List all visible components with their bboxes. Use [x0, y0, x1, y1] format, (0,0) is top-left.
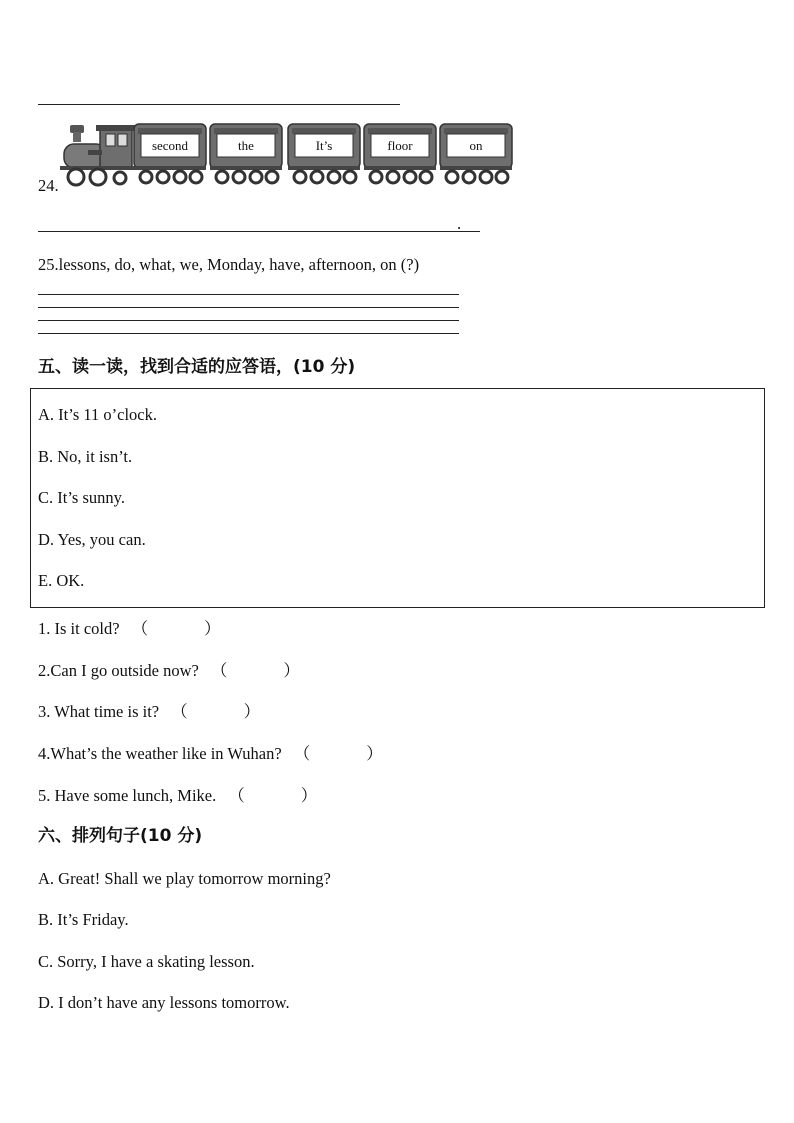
q24-end-period: .: [457, 214, 462, 233]
section5-heading: 五、读一读，找到合适的应答语，(10 分): [38, 357, 356, 377]
question-3-text: 3. What time is it?: [38, 702, 160, 721]
answer-line-top: [38, 104, 400, 105]
question-5-answer-blank[interactable]: （ ）: [228, 786, 318, 805]
train-word-5: on: [469, 138, 483, 153]
question-2-answer-blank[interactable]: （ ）: [210, 661, 300, 680]
train-car-1: [134, 124, 206, 183]
question-4: [38, 744, 383, 764]
train-word-1: second: [151, 138, 189, 153]
option-b: B. No, it isn’t.: [38, 447, 133, 466]
question-3-answer-blank[interactable]: （ ）: [171, 702, 261, 721]
question-1-answer-blank[interactable]: （ ）: [131, 619, 221, 638]
option-a: A. It’s 11 o’clock.: [38, 405, 157, 424]
q25-answer-line-2[interactable]: [38, 307, 459, 308]
q25-answer-line-4[interactable]: [38, 333, 459, 334]
train-car-4: [364, 124, 436, 183]
question-5-text: 5. Have some lunch, Mike.: [38, 786, 217, 805]
question-1-text: 1. Is it cold?: [38, 619, 120, 638]
sentence-c: C. Sorry, I have a skating lesson.: [38, 952, 255, 971]
question-1: [38, 619, 221, 639]
q25-prompt: 25.lessons, do, what, we, Monday, have, afternoon, on (?): [38, 255, 420, 274]
question-4-answer-blank[interactable]: （ ）: [293, 744, 383, 763]
option-c: C. It’s sunny.: [38, 488, 125, 507]
locomotive-icon: [60, 125, 136, 185]
q25-answer-line-3[interactable]: [38, 320, 459, 321]
sentence-d: D. I don’t have any lessons tomorrow.: [38, 993, 290, 1012]
q25-answer-line-1[interactable]: [38, 294, 459, 295]
train-word-3: It’s: [315, 138, 333, 153]
train-car-2: [210, 124, 282, 183]
train-illustration: [60, 122, 520, 188]
question-2: [38, 661, 300, 681]
sentence-b: B. It’s Friday.: [38, 910, 129, 929]
section6-heading: 六、排列句子(10 分): [38, 826, 203, 846]
option-d: D. Yes, you can.: [38, 530, 146, 549]
sentence-a: A. Great! Shall we play tomorrow morning?: [38, 869, 331, 888]
option-e: E. OK.: [38, 571, 85, 590]
question-5: [38, 786, 317, 806]
train-car-3: [288, 124, 360, 183]
question-2-text: 2.Can I go outside now?: [38, 661, 199, 680]
train-word-2: the: [238, 138, 254, 153]
question-4-text: 4.What’s the weather like in Wuhan?: [38, 744, 282, 763]
question-3: [38, 702, 260, 722]
train-car-5: [440, 124, 512, 183]
q24-number: 24.: [38, 176, 59, 195]
q24-answer-line[interactable]: [38, 231, 480, 232]
train-word-4: floor: [387, 138, 413, 153]
